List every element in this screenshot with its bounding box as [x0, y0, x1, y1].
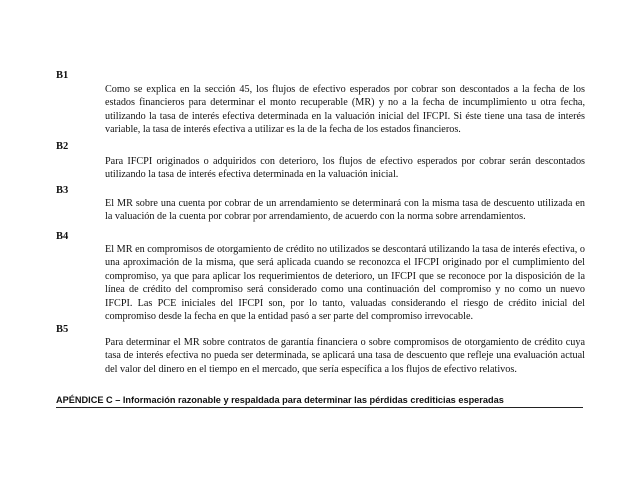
- section-b1: [56, 69, 586, 137]
- section-b2: [56, 140, 586, 182]
- section-label: B5: [56, 324, 69, 335]
- section-label: B4: [56, 231, 69, 242]
- section-label: B1: [56, 70, 69, 81]
- section-paragraph: El MR en compromisos de otorgamiento de crédito no utilizados se descontará utilizando la tasa de interés efectiva, o una aproximación de la misma, que será aplicada cuando se reconozca el IFCPI originado por el cumplimiento del compromiso, ya que para aplicar los requerimientos de deterioro, un IFCPI que se reconoce por la disposición de la línea de crédito del compromiso será considerado como una continuación del compromiso y no como un nuevo IFCPI. Las PCE iniciales del IFCPI son, por lo tanto, valuadas considerando el riesgo de crédito inicial del compromiso desde la fecha en que la entidad pasó a ser parte del compromiso irrevocable.: [105, 244, 585, 323]
- section-label: B3: [56, 185, 69, 196]
- section-paragraph: El MR sobre una cuenta por cobrar de un arrendamiento se determinará con la misma tasa de descuento utilizada en la valuación de la cuenta por cobrar por arrendamiento, de acuerdo con la norma sobre arrendamientos.: [105, 198, 585, 223]
- section-paragraph: Para determinar el MR sobre contratos de garantía financiera o sobre compromisos de otorgamiento de crédito cuya tasa de interés efectiva no pueda ser determinada, se aplicará una tasa de descuento que refleje una evaluación actual del valor del dinero en el tiempo en el mercado, que sería específica a los flujos de efectivo relativos.: [105, 337, 585, 375]
- section-b5: [56, 323, 586, 376]
- section-b4: [56, 230, 586, 323]
- section-paragraph: Como se explica en la sección 45, los flujos de efectivo esperados por cobrar son descontados a la fecha de los estados financieros para determinar el monto recuperable (MR) y no a la fecha de incumplimiento u otra fecha, utilizando la tasa de interés efectiva determinada en la valuación inicial del IFCPI. Si éste tiene una tasa de interés variable, la tasa de interés efectiva a utilizar es la de la fecha de los estados financieros.: [105, 84, 585, 136]
- section-b3: [56, 184, 586, 224]
- section-label: B2: [56, 141, 69, 152]
- section-paragraph: Para IFCPI originados o adquiridos con deterioro, los flujos de efectivo esperados por cobrar serán descontados utilizando la tasa de interés efectiva determinada en la valuación inicial.: [105, 156, 585, 181]
- appendix-heading: APÉNDICE C – Información razonable y respaldada para determinar las pérdidas crediticias esperadas: [56, 394, 583, 408]
